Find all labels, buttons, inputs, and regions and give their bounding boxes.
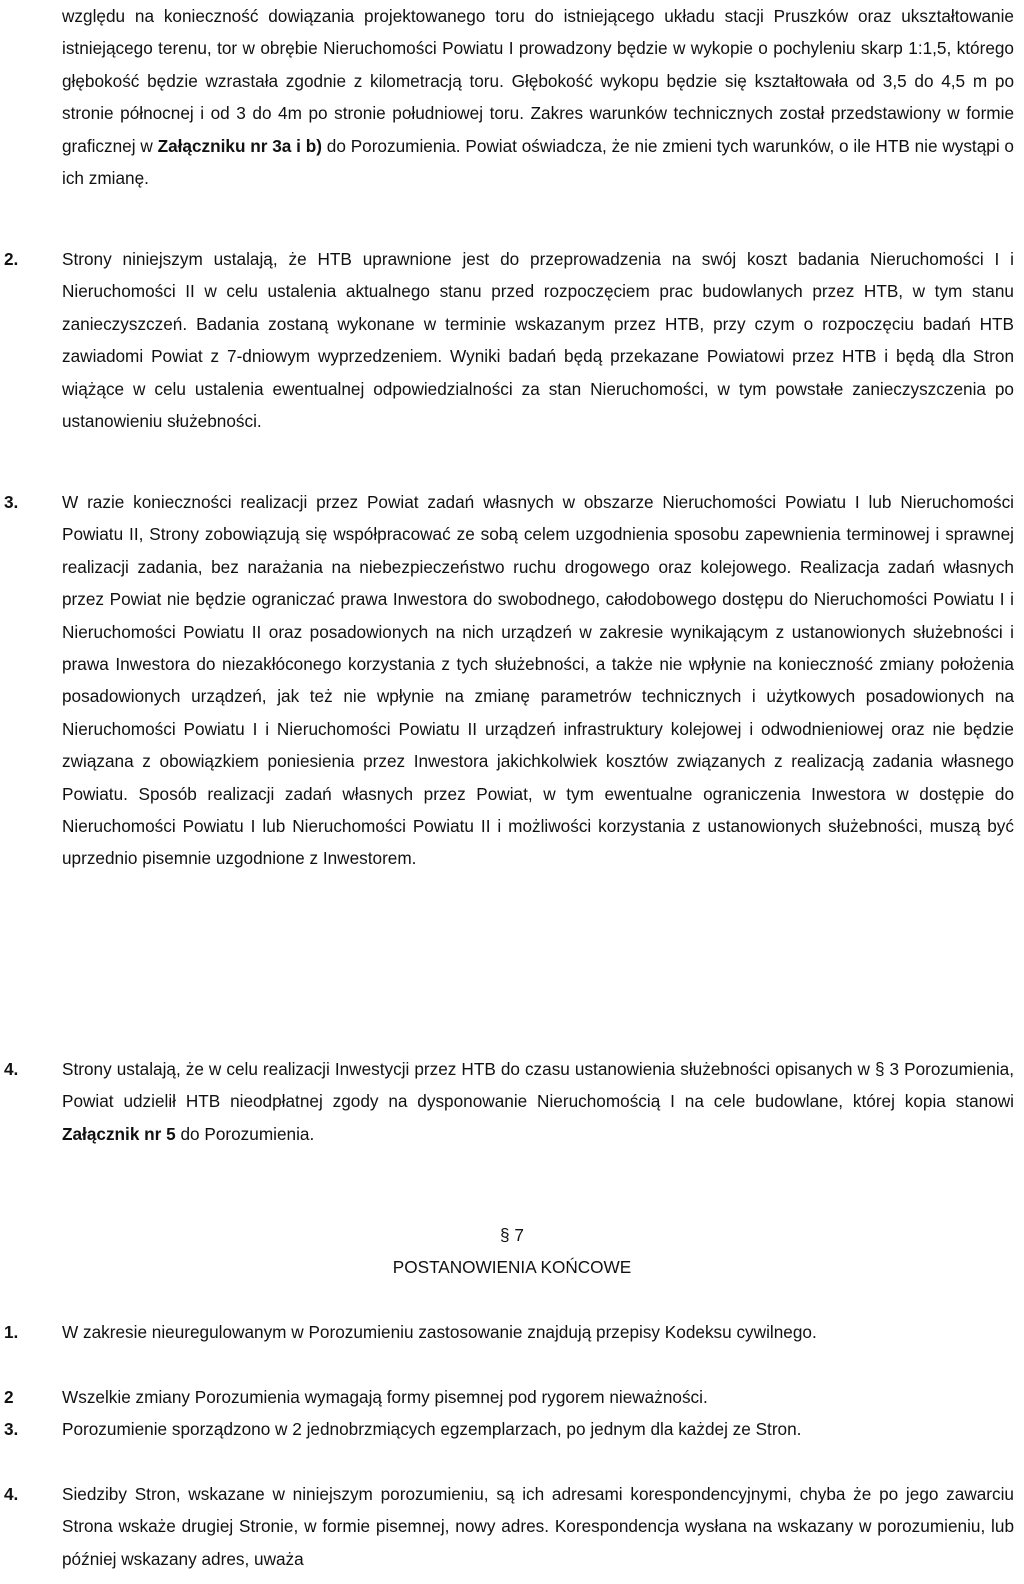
attachment-ref: Załącznik nr 5 xyxy=(62,1123,176,1144)
continued-paragraph xyxy=(0,0,1024,194)
para-text: względu na konieczność dowiązania projektowanego toru do istniejącego układu stacji Pruszków oraz ukształtowanie istniejącego terenu, tor w obrębie Nieruchomości Powiatu I prowadzony będzie w wykopie o pochyleniu skarp 1:1,5, którego głębokość będzie wzrastała zgodnie z kilometracją toru. Głębokość wykopu będzie się kształtowała od 3,5 do 4,5 m po stronie północnej i od 3 do 4m po stronie południowej toru. Zakres warunków technicznych został przedstawiony w formie graficznej w xyxy=(62,6,1014,156)
item-text: W razie konieczności realizacji przez Powiat zadań własnych w obszarze Nieruchomości Powiatu I lub Nieruchomości Powiatu II, Strony zobowiązują się współpracować ze sobą celem uzgodnienia sposobu zapewnienia terminowej i sprawnej realizacji zadania, bez narażania na niebezpieczeństwo ruchu drogowego oraz kolejowego. Realizacja zadań własnych przez Powiat nie będzie ograniczać prawa Inwestora do swobodnego, całodobowego dostępu do Nieruchomości Powiatu I i Nieruchomości Powiatu II oraz posadowionych na nich urządzeń w zakresie wynikającym z ustanowionych służebności i prawa Inwestora do niezakłóconego korzystania z tych służebności, a także nie wpłynie na konieczność zmiany położenia posadowionych urządzeń, jak też nie wpłynie na zmianę parametrów technicznych i użytkowych posadowionych na Nieruchomości Powiatu I i Nieruchomości Powiatu II urządzeń infrastruktury kolejowej i odwodnieniowej oraz nie będzie związana z obowiązkiem poniesienia przez Inwestora jakichkolwiek kosztów związanych z realizacją zadania własnego Powiatu. Sposób realizacji zadań własnych przez Powiat, w tym ewentualne ograniczenia Inwestora w dostępie do Nieruchomości Powiatu I lub Nieruchomości Powiatu II i możliwości korzystania z ustanowionych służebności, muszą być uprzednio pisemnie uzgodnione z Inwestorem. xyxy=(62,492,1014,869)
item-number: 2. xyxy=(4,249,19,269)
item-number: 3. xyxy=(4,1419,19,1439)
list-item xyxy=(0,486,1024,875)
item-number: 2 xyxy=(4,1387,14,1407)
section-number: § 7 xyxy=(500,1225,524,1245)
list-item xyxy=(0,1381,1024,1413)
item-number: 4. xyxy=(4,1059,19,1079)
list-item xyxy=(0,1053,1024,1150)
item-text: W zakresie nieuregulowanym w Porozumieniu zastosowanie znajdują przepisy Kodeksu cywilnego. xyxy=(62,1322,817,1342)
item-text: do Porozumienia. xyxy=(175,1123,315,1144)
item-text: Porozumienie sporządzono w 2 jednobrzmiących egzemplarzach, po jednym dla każdej ze Stron. xyxy=(62,1419,802,1439)
para-text: do Porozumienia. Powiat oświadcza, że nie zmieni tych warunków, o ile HTB nie wystąpi o ich zmianę. xyxy=(62,135,1014,189)
item-number: 1. xyxy=(4,1322,19,1342)
item-number: 3. xyxy=(4,492,19,512)
item-text: Wszelkie zmiany Porozumienia wymagają formy pisemnej pod rygorem nieważności. xyxy=(62,1387,708,1407)
item-text: Strony niniejszym ustalają, że HTB uprawnione jest do przeprowadzenia na swój koszt badania Nieruchomości I i Nieruchomości II w celu ustalenia aktualnego stanu przed rozpoczęciem prac budowlanych przez HTB, w tym stanu zanieczyszczeń. Badania zostaną wykonane w terminie wskazanym przez HTB, przy czym o rozpoczęciu badań HTB zawiadomi Powiat z 7-dniowym wyprzedzeniem. Wyniki badań będą przekazane Powiatowi przez HTB i będą dla Stron wiążące w celu ustalenia ewentualnej odpowiedzialności za stan Nieruchomości, w tym powstałe zanieczyszczenia po ustanowieniu służebności. xyxy=(62,249,1014,432)
list-item xyxy=(0,243,1024,437)
item-number: 4. xyxy=(4,1484,19,1504)
list-item xyxy=(0,1316,1024,1348)
section-title: POSTANOWIENIA KOŃCOWE xyxy=(392,1257,632,1277)
item-text: Siedziby Stron, wskazane w niniejszym porozumieniu, są ich adresami korespondencyjnymi, chyba że po jego zawarciu Strona wskaże drugiej Stronie, w formie pisemnej, nowy adres. Korespondencja wysłana na wskazany w porozumieniu, lub później wskazany adres, uważa xyxy=(62,1484,1014,1569)
list-item xyxy=(0,1413,1024,1445)
list-item xyxy=(0,1478,1024,1575)
attachment-ref: Załączniku nr 3a i b) xyxy=(157,135,322,156)
item-text: Strony ustalają, że w celu realizacji Inwestycji przez HTB do czasu ustanowienia służebności opisanych w § 3 Porozumienia, Powiat udzielił HTB nieodpłatnej zgody na dysponowanie Nieruchomością I na cele budowlane, której kopia stanowi xyxy=(62,1059,1014,1112)
